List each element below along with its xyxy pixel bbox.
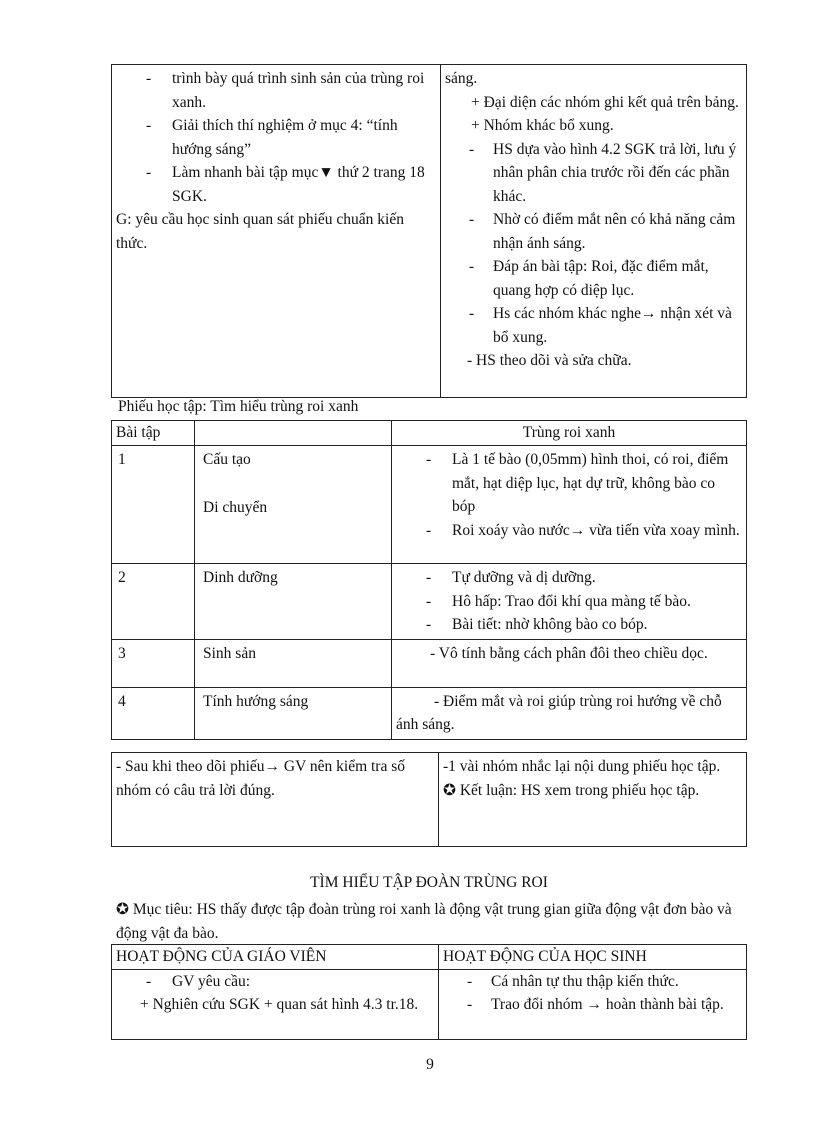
worksheet-caption: Phiếu học tập: Tìm hiểu trùng roi xanh (118, 398, 359, 415)
list-item: - Tự dưỡng và dị dưỡng. (426, 569, 596, 586)
gv-header: HOẠT ĐỘNG CỦA GIÁO VIÊN (112, 945, 439, 970)
top-left-cell (112, 65, 441, 398)
list-item: - Bài tiết: nhờ không bào co bóp. (426, 616, 648, 633)
hs-cell: -1 vài nhóm nhắc lại nội dung phiếu học tập. ✪ Kết luận: HS xem trong phiếu học tập. (439, 753, 747, 847)
section-title: TÌM HIỂU TẬP ĐOÀN TRÙNG ROI (310, 874, 548, 891)
page-number: 9 (426, 1056, 434, 1073)
section-objective: ✪ Mục tiêu: HS thấy được tập đoàn trùng roi xanh là động vật trung gian giữa động vật đơn bào và động vật đa bào. (116, 901, 732, 942)
list-item: - Nhờ có điểm mắt nên có khả năng cảm nhận ánh sáng. (469, 211, 736, 252)
list-item: - Là 1 tế bào (0,05mm) hình thoi, có roi, điểm mắt, hạt diệp lục, hạt dự trữ, không bào co bóp (426, 451, 729, 515)
header-cell: Bài tập (112, 421, 195, 446)
list-item: - Trao đổi nhóm → hoàn thành bài tập. (467, 996, 724, 1013)
list-item: - Làm nhanh bài tập mục▼ thứ 2 trang 18 SGK. (146, 164, 425, 205)
row-content (392, 446, 747, 564)
row-content (392, 564, 747, 640)
hs-line: + Nhóm khác bổ xung. (471, 117, 614, 134)
activity-table (111, 944, 747, 1040)
header-cell (195, 421, 392, 446)
hs-header: HOẠT ĐỘNG CỦA HỌC SINH (439, 945, 747, 970)
hs-line: - HS theo dõi và sửa chữa. (467, 352, 632, 369)
row-content: - Vô tính bằng cách phân đôi theo chiều dọc. (392, 639, 747, 687)
list-item: - Đáp án bài tập: Roi, đặc điểm mắt, quang hợp có diệp lục. (469, 258, 709, 299)
row-label: Cấu tạo Di chuyển (195, 446, 392, 564)
row-label: Sinh sản (195, 639, 392, 687)
row-number: 1 (112, 446, 195, 564)
header-cell: Trùng roi xanh (392, 421, 747, 446)
row-label: Tính hướng sáng (195, 687, 392, 739)
list-item: - HS dựa vào hình 4.2 SGK trả lời, lưu ý nhân phân chia trước rồi đến các phần khác. (469, 140, 737, 205)
hs-line: sáng. (445, 70, 478, 87)
gv-note: G: yêu cầu học sinh quan sát phiếu chuẩn kiến thức. (116, 211, 404, 252)
top-right-cell (441, 65, 747, 398)
list-item: - Hô hấp: Trao đổi khí qua màng tế bào. (426, 592, 691, 610)
row-number: 3 (112, 639, 195, 687)
hs-response-list (445, 138, 742, 350)
list-item: - Cá nhân tự thu thập kiến thức. (467, 972, 679, 990)
row-number: 4 (112, 687, 195, 739)
list-item: - Hs các nhóm khác nghe→ nhận xét và bổ xung. (469, 305, 732, 346)
list-item: - GV yêu cầu: (146, 972, 251, 990)
row-number: 2 (112, 564, 195, 640)
gv-line: + Nghiên cứu SGK + quan sát hình 4.3 tr.18. (140, 996, 419, 1013)
row-content: - Điểm mắt và roi giúp trùng roi hướng về chỗ ánh sáng. (392, 687, 747, 739)
conclusion-table (111, 752, 747, 847)
list-item: - trình bày quá trình sinh sản của trùng roi xanh. (146, 70, 425, 111)
row-label: Dinh dưỡng (195, 564, 392, 640)
gv-task-list (116, 67, 436, 208)
gv-cell: - Sau khi theo dõi phiếu→ GV nên kiểm tra số nhóm có câu trả lời đúng. (112, 753, 439, 847)
list-item: - Roi xoáy vào nước→ vừa tiến vừa xoay mình. (426, 521, 740, 539)
list-item: - Giải thích thí nghiệm ở mục 4: “tính hướng sáng” (146, 117, 398, 158)
worksheet-table (111, 420, 747, 740)
top-activity-table (111, 64, 747, 398)
hs-line: + Đại diện các nhóm ghi kết quả trên bảng. (471, 93, 739, 111)
gv-activity (112, 969, 439, 1039)
hs-activity (439, 969, 747, 1039)
